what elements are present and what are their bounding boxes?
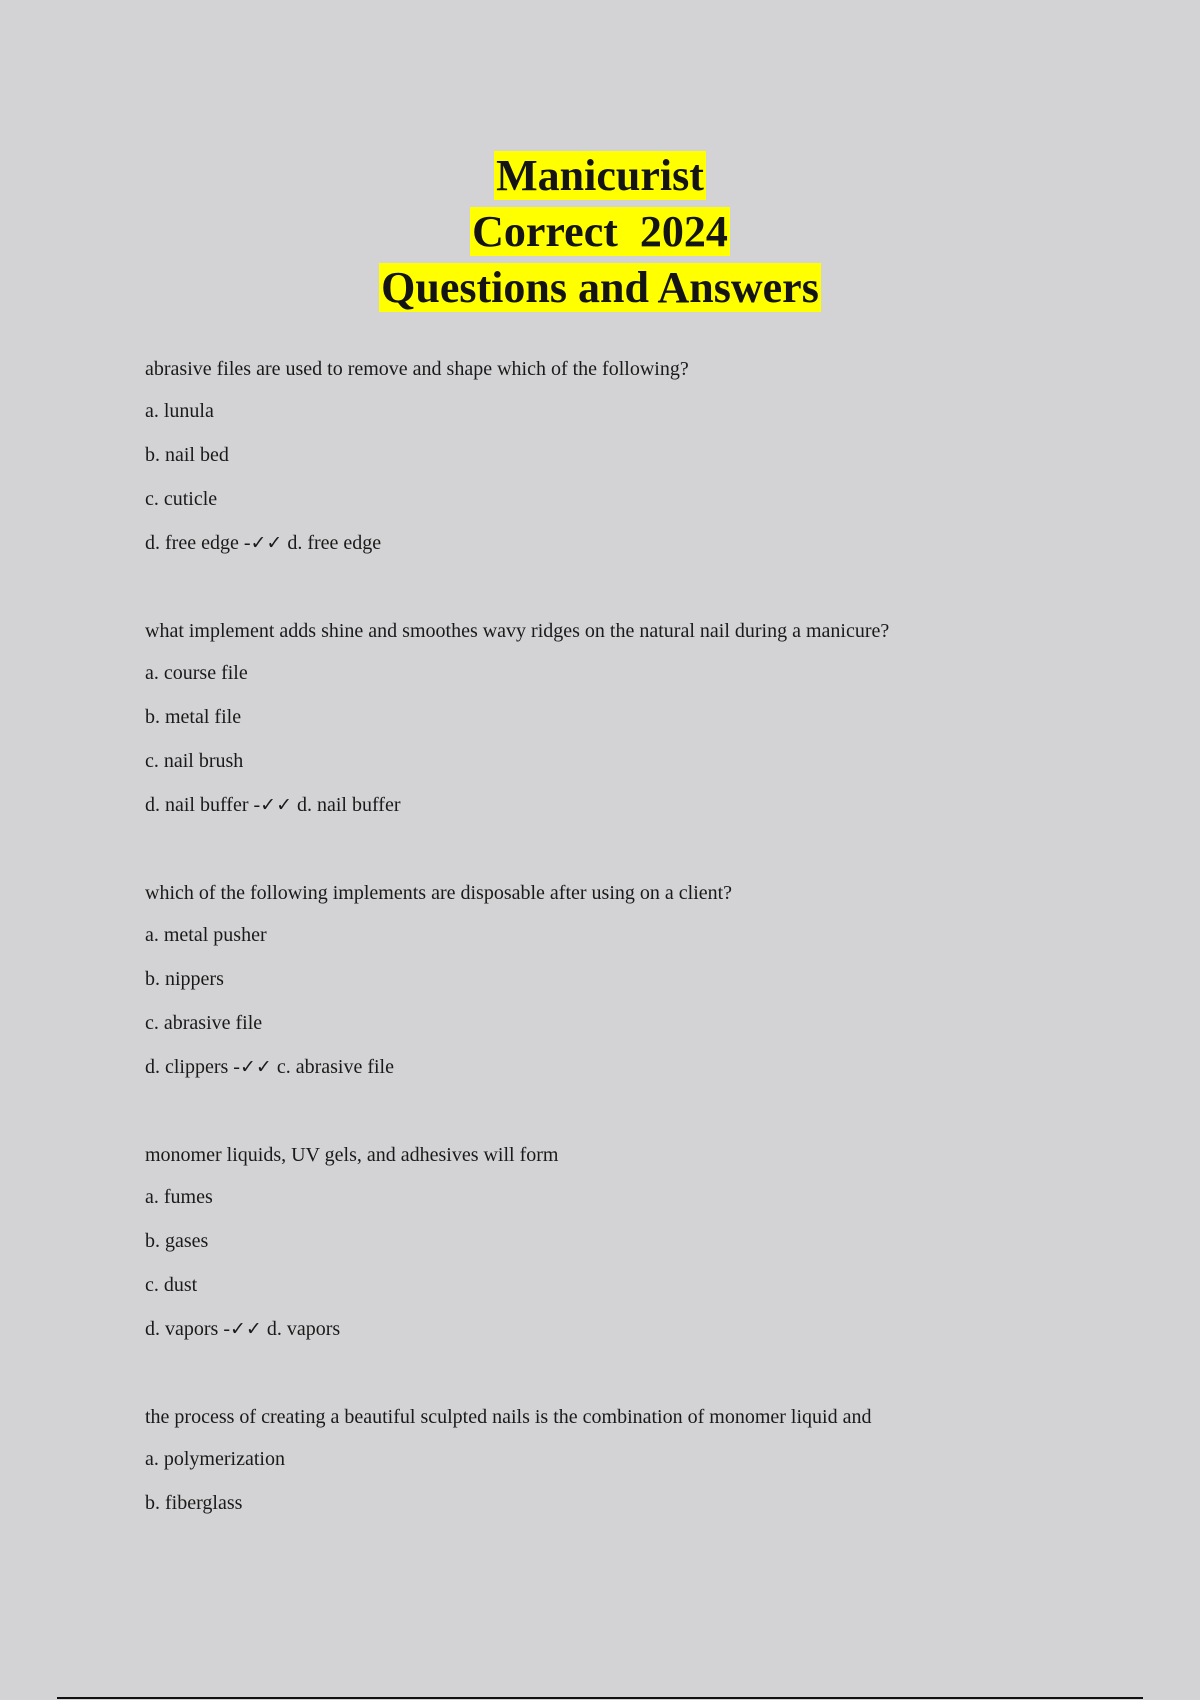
title-line-3	[0, 260, 1200, 316]
answer-option: b. fiberglass	[145, 1492, 243, 1514]
question-block	[145, 1404, 1145, 1516]
answer-option-text: d. clippers -	[145, 1056, 240, 1078]
answer-option: a. lunula	[145, 400, 214, 422]
correct-answer: d. free edge	[282, 532, 382, 554]
answer-option-text: d. vapors -	[145, 1318, 230, 1340]
answer-option: a. metal pusher	[145, 924, 267, 946]
correct-answer: d. nail buffer	[292, 794, 401, 816]
title-text-3: Questions and Answers	[381, 263, 819, 312]
answer-option: a. fumes	[145, 1186, 213, 1208]
check-mark-icon: ✓✓	[229, 1318, 262, 1340]
correct-answer: d. vapors	[261, 1318, 341, 1340]
footer-divider	[57, 1697, 1143, 1699]
answer-option: c. dust	[145, 1274, 198, 1296]
question-text: which of the following implements are disposable after using on a client?	[145, 882, 733, 904]
answer-option: b. metal file	[145, 706, 242, 728]
correct-answer: c. abrasive file	[271, 1056, 394, 1078]
check-mark-icon: ✓✓	[260, 794, 292, 816]
title-text-1: Manicurist	[496, 151, 704, 200]
answer-option-with-key	[145, 1054, 1145, 1080]
title-line-1	[0, 148, 1200, 204]
question-text: abrasive files are used to remove and shape which of the following?	[145, 358, 689, 380]
answer-option: b. nail bed	[145, 444, 229, 466]
question-block	[145, 356, 1145, 556]
check-mark-icon: ✓✓	[239, 1056, 272, 1078]
answer-option: c. abrasive file	[145, 1012, 263, 1034]
answer-option: c. nail brush	[145, 750, 244, 772]
title-line-2	[0, 204, 1200, 260]
answer-option-with-key	[145, 1316, 1145, 1342]
question-block	[145, 618, 1145, 818]
answer-option: c. cuticle	[145, 488, 218, 510]
title-text-2: Correct 2024	[472, 207, 728, 256]
answer-option-text: d. free edge -	[145, 532, 251, 554]
answer-option-with-key	[145, 530, 1145, 556]
check-mark-icon: ✓✓	[250, 532, 283, 554]
answer-option: a. course file	[145, 662, 248, 684]
question-text: what implement adds shine and smoothes wavy ridges on the natural nail during a manicure?	[145, 620, 890, 642]
question-list	[145, 356, 1145, 1578]
answer-option-text: d. nail buffer -	[145, 794, 261, 816]
question-block	[145, 880, 1145, 1080]
answer-option-with-key	[145, 792, 1145, 818]
question-text: the process of creating a beautiful sculpted nails is the combination of monomer liquid and	[145, 1406, 872, 1428]
answer-option: b. nippers	[145, 968, 224, 990]
question-block	[145, 1142, 1145, 1342]
document-title	[0, 148, 1200, 316]
question-text: monomer liquids, UV gels, and adhesives will form	[145, 1144, 559, 1166]
answer-option: a. polymerization	[145, 1448, 285, 1470]
answer-option: b. gases	[145, 1230, 209, 1252]
